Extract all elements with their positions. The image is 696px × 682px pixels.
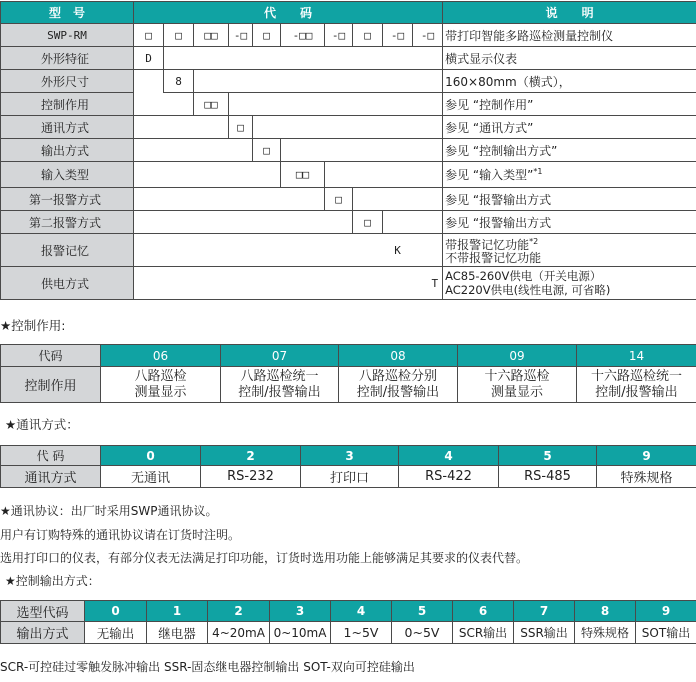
control-value-line2: 测量显示 xyxy=(134,384,187,400)
control-value xyxy=(458,367,577,403)
comm-code: 5 xyxy=(499,446,597,466)
footnote-mark: *1 xyxy=(533,167,543,176)
code-box: □□ xyxy=(194,24,229,47)
spec-desc: 参见 “报警输出方式 xyxy=(443,188,696,211)
output-section-title: ★控制输出方式： xyxy=(5,574,100,588)
control-code: 09 xyxy=(458,345,577,367)
code-box: □ xyxy=(134,24,164,47)
output-value: 继电器 xyxy=(147,622,208,644)
output-value: 0~5V xyxy=(392,622,453,644)
spec-mark: K xyxy=(383,234,413,267)
control-code: 08 xyxy=(339,345,458,367)
control-table xyxy=(0,344,696,403)
custom-protocol-note: 用户有订购特殊的通讯协议请在订货时注明。 xyxy=(0,528,241,542)
comm-code: 0 xyxy=(101,446,201,466)
spec-desc xyxy=(443,162,696,188)
spec-label: 第一报警方式 xyxy=(1,188,134,211)
spec-row xyxy=(1,234,696,267)
code-box: □ xyxy=(253,24,281,47)
output-code: 6 xyxy=(453,601,514,622)
spec-mark: 8 xyxy=(164,70,194,93)
control-value-line2: 控制/报警输出 xyxy=(238,384,321,400)
spec-desc: 160×80mm（横式）， xyxy=(443,70,696,93)
comm-value: 无通讯 xyxy=(101,466,201,488)
code-box: -□ xyxy=(325,24,353,47)
spec-mark: □ xyxy=(353,211,383,234)
output-value: SCR输出 xyxy=(453,622,514,644)
comm-code-row xyxy=(1,446,696,466)
output-table xyxy=(0,600,696,644)
spec-desc-alt: 不带报警记忆功能 xyxy=(445,251,542,265)
spec-row xyxy=(1,162,696,188)
comm-code: 4 xyxy=(399,446,499,466)
control-row-label: 控制作用 xyxy=(1,367,101,403)
control-value-line2: 控制/报警输出 xyxy=(356,384,440,400)
comm-value: RS-485 xyxy=(499,466,597,488)
spec-mark: □□ xyxy=(281,162,325,188)
code-box: -□□ xyxy=(281,24,325,47)
output-value: 无输出 xyxy=(85,622,147,644)
spec-desc: 参见 “控制输出方式” xyxy=(443,139,696,162)
output-code: 5 xyxy=(392,601,453,622)
output-code-label: 选型代码 xyxy=(1,601,85,622)
output-code: 2 xyxy=(208,601,270,622)
spec-mark: T xyxy=(413,267,443,300)
spec-mark: □ xyxy=(253,139,281,162)
control-value-line1: 八路巡检分别 xyxy=(358,368,437,384)
control-value xyxy=(577,367,696,403)
spec-desc: 参见 “报警输出方式 xyxy=(443,211,696,234)
spec-desc xyxy=(443,267,696,300)
model-code-table xyxy=(0,1,696,300)
comm-value: RS-422 xyxy=(399,466,499,488)
control-code-row xyxy=(1,345,696,367)
output-footnote: SCR-可控硅过零触发脉冲输出 SSR-固态继电器控制输出 SOT-双向可控硅输出 xyxy=(0,660,415,674)
spec-row xyxy=(1,139,696,162)
comm-table xyxy=(0,445,696,488)
output-value: SOT输出 xyxy=(636,622,696,644)
comm-code: 2 xyxy=(201,446,301,466)
spec-desc-text: AC85-260V供电（开关电源） xyxy=(445,269,602,283)
code-box: □ xyxy=(353,24,383,47)
footnote-mark: *2 xyxy=(529,237,539,246)
spec-desc: 横式显示仪表 xyxy=(443,47,696,70)
spec-row xyxy=(1,47,696,70)
spec-desc: 参见 “控制作用” xyxy=(443,93,696,116)
control-code: 07 xyxy=(221,345,339,367)
output-code: 1 xyxy=(147,601,208,622)
spec-label: 外形特征 xyxy=(1,47,134,70)
spec-desc-text: 带报警记忆功能 xyxy=(445,238,530,252)
spec-mark: □ xyxy=(229,116,253,139)
spec-row xyxy=(1,93,696,116)
header-code: 代 码 xyxy=(134,2,443,24)
output-value: SSR输出 xyxy=(514,622,575,644)
table-header-row xyxy=(1,2,696,24)
output-value-row xyxy=(1,622,696,644)
output-value: 1~5V xyxy=(331,622,392,644)
control-value xyxy=(101,367,221,403)
spec-mark: □□ xyxy=(194,93,229,116)
control-value-line1: 八路巡检 xyxy=(134,368,187,384)
control-value-line2: 测量显示 xyxy=(490,384,543,400)
control-code: 14 xyxy=(577,345,696,367)
model-description: 带打印智能多路巡检测量控制仪 xyxy=(443,24,696,47)
printer-port-note: 选用打印口的仪表，有部分仪表无法满足打印功能，订货时选用功能上能够满足其要求的仪表代替。 xyxy=(0,551,529,565)
spec-row xyxy=(1,188,696,211)
control-code: 06 xyxy=(101,345,221,367)
code-box: -□ xyxy=(229,24,253,47)
comm-row-label: 通讯方式 xyxy=(1,466,101,488)
control-section-title: ★控制作用: xyxy=(0,318,66,333)
model-symbol-row xyxy=(1,24,696,47)
header-model: 型 号 xyxy=(1,2,134,24)
header-desc: 说 明 xyxy=(443,2,696,24)
comm-code-label: 代 码 xyxy=(1,446,101,466)
spec-label: 第二报警方式 xyxy=(1,211,134,234)
spec-label: 控制作用 xyxy=(1,93,134,116)
code-box: □ xyxy=(164,24,194,47)
output-value: 特殊规格 xyxy=(575,622,636,644)
output-code: 9 xyxy=(636,601,696,622)
control-value xyxy=(221,367,339,403)
control-value-line1: 十六路巡检 xyxy=(484,368,550,384)
spec-desc xyxy=(443,234,696,267)
output-row-label: 输出方式 xyxy=(1,622,85,644)
comm-code: 9 xyxy=(597,446,696,466)
spec-label: 输出方式 xyxy=(1,139,134,162)
spec-mark: D xyxy=(134,47,164,70)
output-code: 7 xyxy=(514,601,575,622)
output-code: 4 xyxy=(331,601,392,622)
comm-code: 3 xyxy=(301,446,399,466)
spec-label: 外形尺寸 xyxy=(1,70,134,93)
spec-row xyxy=(1,70,696,93)
spec-label: 通讯方式 xyxy=(1,116,134,139)
control-value-line1: 八路巡检统一 xyxy=(240,368,319,384)
comm-value: 打印口 xyxy=(301,466,399,488)
spec-row xyxy=(1,267,696,300)
spec-desc-alt: AC220V供电(线性电源, 可省略) xyxy=(445,283,611,297)
code-box: -□ xyxy=(413,24,443,47)
control-value-line1: 十六路巡检统一 xyxy=(590,368,682,384)
spec-desc-text: 参见 “输入类型” xyxy=(445,168,534,182)
protocol-note: ★通讯协议：出厂时采用SWP通讯协议。 xyxy=(0,504,218,518)
control-code-label: 代码 xyxy=(1,345,101,367)
spec-label: 输入类型 xyxy=(1,162,134,188)
output-code-row xyxy=(1,601,696,622)
spec-row xyxy=(1,116,696,139)
output-code: 8 xyxy=(575,601,636,622)
control-value xyxy=(339,367,458,403)
model-name: SWP-RM xyxy=(1,24,134,47)
spec-label: 报警记忆 xyxy=(1,234,134,267)
comm-value: RS-232 xyxy=(201,466,301,488)
output-code: 0 xyxy=(85,601,147,622)
spec-mark: □ xyxy=(325,188,353,211)
spec-label: 供电方式 xyxy=(1,267,134,300)
output-code: 3 xyxy=(270,601,331,622)
spec-row xyxy=(1,211,696,234)
comm-value-row xyxy=(1,466,696,488)
comm-value: 特殊规格 xyxy=(597,466,696,488)
code-box: -□ xyxy=(383,24,413,47)
comm-section-title: ★通讯方式： xyxy=(5,417,79,432)
control-value-row xyxy=(1,367,696,403)
output-value: 4~20mA xyxy=(208,622,270,644)
output-value: 0~10mA xyxy=(270,622,331,644)
control-value-line2: 控制/报警输出 xyxy=(595,384,678,400)
spec-desc: 参见 “通讯方式” xyxy=(443,116,696,139)
